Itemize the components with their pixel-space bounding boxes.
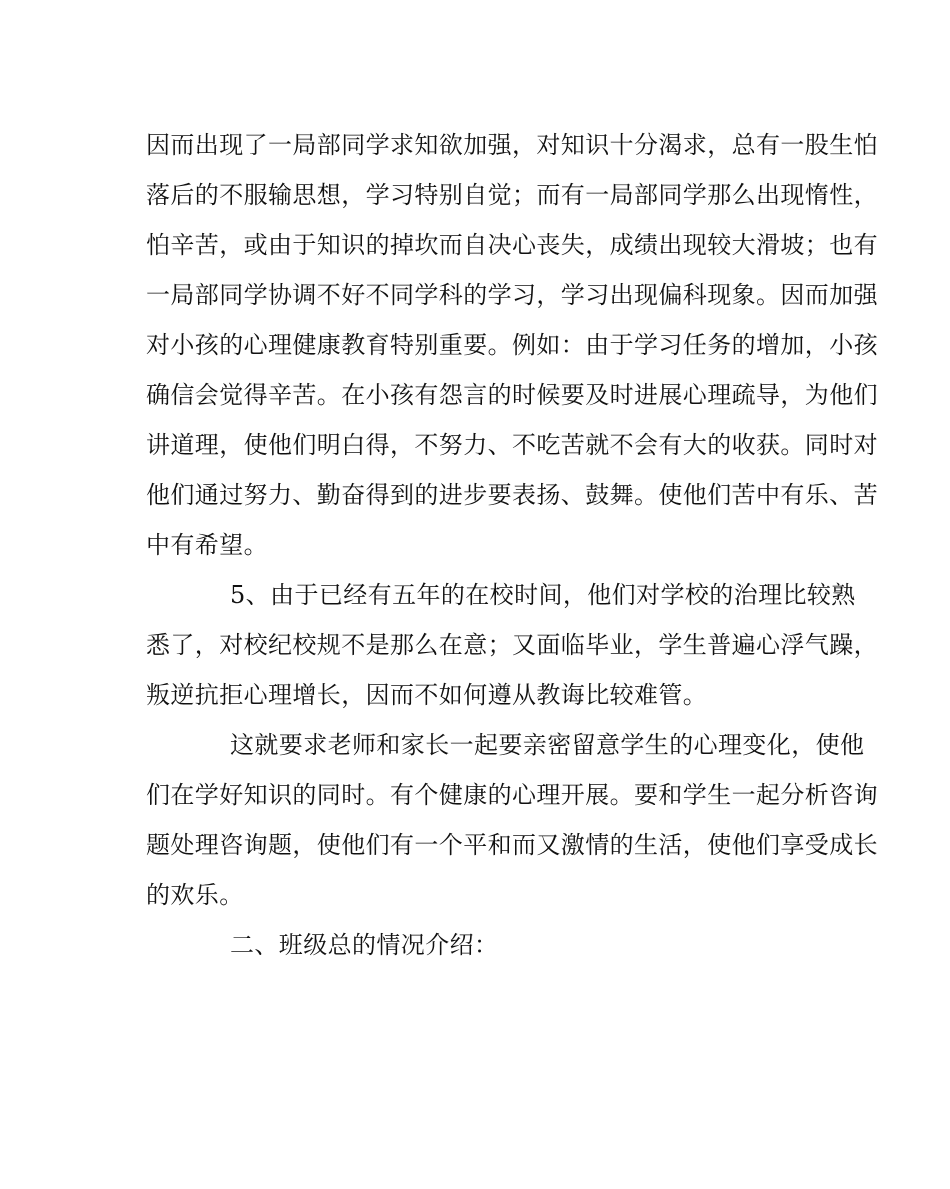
text-line: 这就要求老师和家长一起要亲密留意学生的心理变化，使他 xyxy=(230,731,865,759)
text-line: 他们通过努力、勤奋得到的进步要表扬、鼓舞。使他们苦中有乐、苦 xyxy=(146,481,878,509)
document-page xyxy=(146,127,878,977)
text-line: 题处理咨询题，使他们有一个平和而又激情的生活，使他们享受成长 xyxy=(146,831,878,859)
text-line: 们在学好知识的同时。有个健康的心理开展。要和学生一起分析咨询 xyxy=(146,781,878,809)
text-line: 落后的不服输思想，学习特别自觉；而有一局部同学那么出现惰性， xyxy=(146,181,878,209)
paragraph-1 xyxy=(146,127,878,577)
text-line: 叛逆抗拒心理增长，因而不如何遵从教诲比较难管。 xyxy=(146,681,708,709)
text-line: 对小孩的心理健康教育特别重要。例如：由于学习任务的增加，小孩 xyxy=(146,331,878,359)
text-line: 悉了，对校纪校规不是那么在意；又面临毕业，学生普遍心浮气躁， xyxy=(146,631,878,659)
text-line: 怕辛苦，或由于知识的掉坎而自决心丧失，成绩出现较大滑坡；也有 xyxy=(146,231,878,259)
heading-text: 二、班级总的情况介绍： xyxy=(230,931,499,959)
text-line: 中有希望。 xyxy=(146,531,268,559)
paragraph-3 xyxy=(146,727,878,927)
text-line: 5、由于已经有五年的在校时间，他们对学校的治理比较熟 xyxy=(230,581,856,609)
text-line: 的欢乐。 xyxy=(146,881,244,909)
text-line: 因而出现了一局部同学求知欲加强，对知识十分渴求，总有一股生怕 xyxy=(146,131,878,159)
paragraph-2 xyxy=(146,577,878,727)
section-heading xyxy=(146,927,802,977)
text-line: 确信会觉得辛苦。在小孩有怨言的时候要及时进展心理疏导，为他们 xyxy=(146,381,878,409)
text-line: 一局部同学协调不好不同学科的学习，学习出现偏科现象。因而加强 xyxy=(146,281,878,309)
text-line: 讲道理，使他们明白得，不努力、不吃苦就不会有大的收获。同时对 xyxy=(146,431,878,459)
